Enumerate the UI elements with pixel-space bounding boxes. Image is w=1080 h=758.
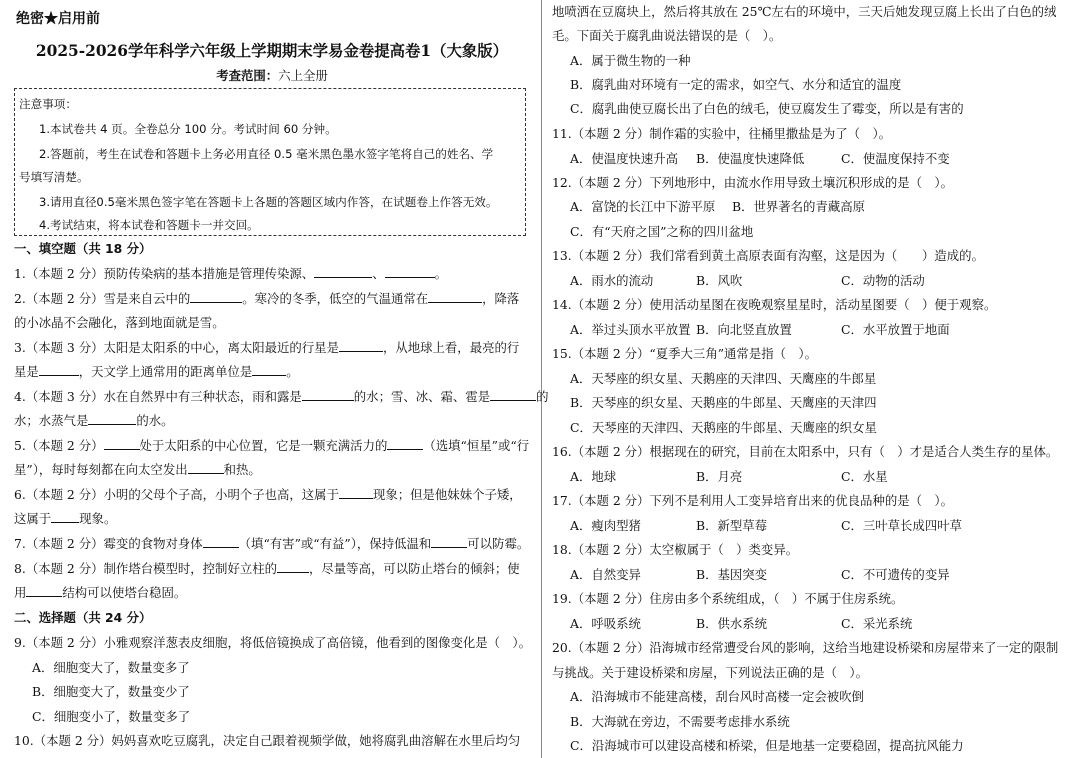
question-17: 17.（本题 2 分）下列不是利用人工变异培育出来的优良品种的是（ ）。	[552, 493, 953, 508]
answer-blank[interactable]	[387, 437, 423, 450]
question-4	[14, 388, 548, 406]
scope-label: 考查范围：	[216, 68, 279, 83]
option-a[interactable]: A．呼吸系统	[570, 616, 641, 631]
section-heading: 一、填空题（共 18 分）	[14, 241, 152, 256]
q-text: 。	[286, 364, 299, 379]
q-text: 可以防霉。	[467, 536, 530, 551]
option-c[interactable]: C．天琴座的天津四、天鹅座的牛郎星、天鹰座的织女星	[570, 420, 877, 435]
q-text: 的小冰晶不会融化，落到地面就是雪。	[14, 315, 225, 330]
answer-blank[interactable]	[385, 265, 435, 278]
answer-blank[interactable]	[314, 265, 372, 278]
answer-blank[interactable]	[252, 363, 286, 376]
question-6-cont	[14, 510, 116, 528]
options-row	[570, 468, 888, 486]
answer-blank[interactable]	[203, 535, 239, 548]
option-c[interactable]: C．不可遗传的变异	[841, 567, 950, 582]
secret-label: 绝密★启用前	[16, 11, 100, 27]
question-14: 14.（本题 2 分）使用活动星图在夜晚观察星星时，活动星图要（ ）便于观察。	[552, 297, 997, 312]
q-text: 现象；但是他妹妹个子矮，	[372, 487, 522, 502]
answer-blank[interactable]	[490, 388, 536, 401]
answer-blank[interactable]	[339, 486, 373, 499]
answer-blank[interactable]	[26, 584, 62, 597]
question-8	[14, 560, 520, 578]
question-7	[14, 535, 529, 553]
option-b[interactable]: B．向北竖直放置	[696, 322, 792, 337]
answer-blank[interactable]	[277, 560, 309, 573]
option-c[interactable]: C．水平放置于地面	[841, 322, 950, 337]
notice-box	[14, 88, 526, 236]
question-18: 18.（本题 2 分）太空椒属于（ ）类变异。	[552, 542, 799, 557]
q-text: ，从地球上看，最亮的行	[382, 340, 520, 355]
exam-scope	[14, 66, 530, 84]
question-13: 13.（本题 2 分）我们常看到黄土高原表面有沟壑，这是因为（ ）造成的。	[552, 248, 984, 263]
option-b[interactable]: B．世界著名的青藏高原	[732, 199, 866, 214]
question-15: 15.（本题 2 分）“夏季大三角”通常是指（ ）。	[552, 346, 817, 361]
column-divider	[541, 0, 542, 758]
q-text: 这属于	[14, 511, 52, 526]
page-title: 2025-2026学年科学六年级上学期期末学易金卷提高卷1（大象版）	[35, 42, 509, 60]
options-row	[570, 517, 962, 535]
option-c[interactable]: C．细胞变小了，数量变多了	[32, 709, 191, 724]
q-text: 水；水蒸气是	[14, 413, 89, 428]
q-text: ，天文学上通常用的距离单位是	[78, 364, 253, 379]
question-2	[14, 290, 519, 308]
option-a[interactable]: A．地球	[570, 469, 617, 484]
option-a[interactable]: A．富饶的长江中下游平原	[570, 199, 716, 214]
question-10: 10.（本题 2 分）妈妈喜欢吃豆腐乳，决定自己跟着视频学做，她将腐乳曲溶解在水里后均匀	[14, 733, 521, 748]
option-b[interactable]: B．天琴座的织女星、天鹅座的牛郎星、天鹰座的天津四	[570, 395, 877, 410]
q-text: 、	[372, 266, 385, 281]
option-b[interactable]: B．细胞变大了，数量变少了	[32, 684, 190, 699]
question-6	[14, 486, 522, 504]
answer-blank[interactable]	[88, 412, 136, 425]
options-row	[570, 615, 912, 633]
q-text: 的水。	[136, 413, 174, 428]
answer-blank[interactable]	[104, 437, 140, 450]
q-text: （选填“恒星”或“行	[423, 438, 530, 453]
q-text: 。寒冷的冬季，低空的气温通常在	[242, 291, 429, 306]
question-3-cont	[14, 363, 299, 381]
question-16: 16.（本题 2 分）根据现在的研究，目前在太阳系中，只有（ ）才是适合人类生存的星体。	[552, 444, 1059, 459]
question-19: 19.（本题 2 分）住房由多个系统组成，（ ）不属于住房系统。	[552, 591, 904, 606]
q-text: 5.（本题 2 分）	[14, 438, 104, 453]
option-a[interactable]: A．细胞变大了，数量变多了	[32, 660, 190, 675]
options-row	[570, 566, 950, 584]
q-text: ，降落	[482, 291, 520, 306]
answer-blank[interactable]	[51, 510, 79, 523]
option-c[interactable]: C．沿海城市可以建设高楼和桥梁，但是地基一定要稳固，提高抗风能力	[570, 738, 964, 753]
option-a[interactable]: A．举过头顶水平放置	[570, 322, 691, 337]
q-text: 7.（本题 2 分）霉变的食物对身体	[14, 536, 203, 551]
option-a[interactable]: A．瘦肉型猪	[570, 518, 641, 533]
q-text: 和热。	[223, 462, 261, 477]
q-text: 用	[14, 585, 27, 600]
right-column	[552, 0, 1070, 758]
answer-blank[interactable]	[431, 535, 467, 548]
q-text: （填“有害”或“有益”），保持低温和	[238, 536, 432, 551]
option-b[interactable]: B．新型草莓	[696, 518, 768, 533]
left-column	[14, 0, 549, 758]
notice-item: 3.请用直径0.5毫米黑色签字笔在答题卡上各题的答题区域内作答，在试题卷上作答无效。	[39, 195, 498, 209]
section-heading: 二、选择题（共 24 分）	[14, 610, 152, 625]
option-c[interactable]: C．采光系统	[841, 616, 913, 631]
notice-item: 4.考试结束，将本试卷和答题卡一并交回。	[39, 218, 259, 232]
option-b[interactable]: B．大海就在旁边，不需要考虑排水系统	[570, 714, 790, 729]
q-text: ，尽量等高，可以防止塔台的倾斜；使	[309, 561, 520, 576]
question-12: 12.（本题 2 分）下列地形中，由流水作用导致土壤沉积形成的是（ ）。	[552, 175, 953, 190]
q-text: 处于太阳系的中心位置，它是一颗充满活力的	[139, 438, 388, 453]
question-10-cont: 地喷洒在豆腐块上，然后将其放在 25℃左右的环境中，三天后她发现豆腐上长出了白色的绒	[552, 4, 1057, 19]
option-b[interactable]: B．风吹	[696, 273, 743, 288]
question-20-cont: 与挑战。关于建设桥梁和房屋，下列说法正确的是（ ）。	[552, 665, 868, 680]
option-c[interactable]: C．有“天府之国”之称的四川盆地	[570, 224, 754, 239]
notice-item: 1.本试卷共 4 页。全卷总分 100 分。考试时间 60 分钟。	[39, 122, 337, 136]
question-1	[14, 265, 447, 283]
question-20: 20.（本题 2 分）沿海城市经常遭受台风的影响，这给当地建设桥梁和房屋带来了一定的限制	[552, 640, 1059, 655]
option-a[interactable]: A．使温度快速升高	[570, 151, 679, 166]
question-9: 9.（本题 2 分）小雅观察洋葱表皮细胞，将低倍镜换成了高倍镜，他看到的图像变化是（ ）。	[14, 635, 532, 650]
q-text: 的	[536, 389, 549, 404]
options-row	[570, 150, 950, 168]
answer-blank[interactable]	[339, 339, 383, 352]
option-c[interactable]: C．水星	[841, 469, 888, 484]
option-c[interactable]: C．三叶草长成四叶草	[841, 518, 962, 533]
option-a[interactable]: A．自然变异	[570, 567, 641, 582]
answer-blank[interactable]	[428, 290, 482, 303]
q-text: 1.（本题 2 分）预防传染病的基本措施是管理传染源、	[14, 266, 315, 281]
option-a[interactable]: A．沿海城市不能建高楼，刮台风时高楼一定会被吹倒	[570, 689, 864, 704]
option-b[interactable]: B．供水系统	[696, 616, 768, 631]
q-text: 6.（本题 2 分）小明的父母个子高，小明个子也高，这属于	[14, 487, 339, 502]
q-text: 2.（本题 2 分）雪是来自云中的	[14, 291, 191, 306]
answer-blank[interactable]	[190, 290, 242, 303]
q-text: 3.（本题 3 分）太阳是太阳系的中心，离太阳最近的行星是	[14, 340, 339, 355]
scope-value: 六上全册	[278, 68, 328, 83]
q-text: 星是	[14, 364, 39, 379]
q-text: 的水；雪、冰、霜、雹是	[353, 389, 491, 404]
option-c[interactable]: C．使温度保持不变	[841, 151, 950, 166]
question-3	[14, 339, 519, 357]
answer-blank[interactable]	[39, 363, 79, 376]
q-text: 4.（本题 3 分）水在自然界中有三种状态，雨和露是	[14, 389, 302, 404]
answer-blank[interactable]	[188, 461, 224, 474]
option-a[interactable]: A．属于微生物的一种	[570, 53, 691, 68]
question-4-cont	[14, 412, 174, 430]
question-5-cont	[14, 461, 261, 479]
option-b[interactable]: B．月亮	[696, 469, 743, 484]
option-b[interactable]: B．腐乳曲对环境有一定的需求，如空气、水分和适宜的温度	[570, 77, 902, 92]
notice-item: 2.答题前，考生在试卷和答题卡上务必用直径 0.5 毫米黑色墨水签字笔将自己的姓名、学	[39, 147, 494, 161]
option-b[interactable]: B．使温度快速降低	[696, 151, 805, 166]
notice-item: 号填写清楚。	[19, 170, 89, 184]
options-row	[570, 198, 865, 216]
question-10-cont: 毛。下面关于腐乳曲说法错误的是（ ）。	[552, 28, 782, 43]
q-text: 8.（本题 2 分）制作塔台模型时，控制好立柱的	[14, 561, 278, 576]
answer-blank[interactable]	[302, 388, 354, 401]
q-text: 现象。	[79, 511, 117, 526]
options-row	[570, 321, 950, 339]
q-text: 结构可以使塔台稳固。	[62, 585, 187, 600]
question-11: 11.（本题 2 分）制作霜的实验中，往桶里撒盐是为了（ ）。	[552, 126, 892, 141]
options-row	[570, 272, 925, 290]
option-a[interactable]: A．雨水的流动	[570, 273, 654, 288]
option-a[interactable]: A．天琴座的织女星、天鹅座的天津四、天鹰座的牛郎星	[570, 371, 877, 386]
option-c[interactable]: C．腐乳曲使豆腐长出了白色的绒毛，使豆腐发生了霉变，所以是有害的	[570, 101, 964, 116]
notice-title: 注意事项：	[19, 97, 77, 111]
option-c[interactable]: C．动物的活动	[841, 273, 925, 288]
question-5	[14, 437, 529, 455]
question-8-cont	[14, 584, 186, 602]
q-text: 。	[434, 266, 447, 281]
q-text: 星”），每时每刻都在向太空发出	[14, 462, 188, 477]
option-b[interactable]: B．基因突变	[696, 567, 768, 582]
